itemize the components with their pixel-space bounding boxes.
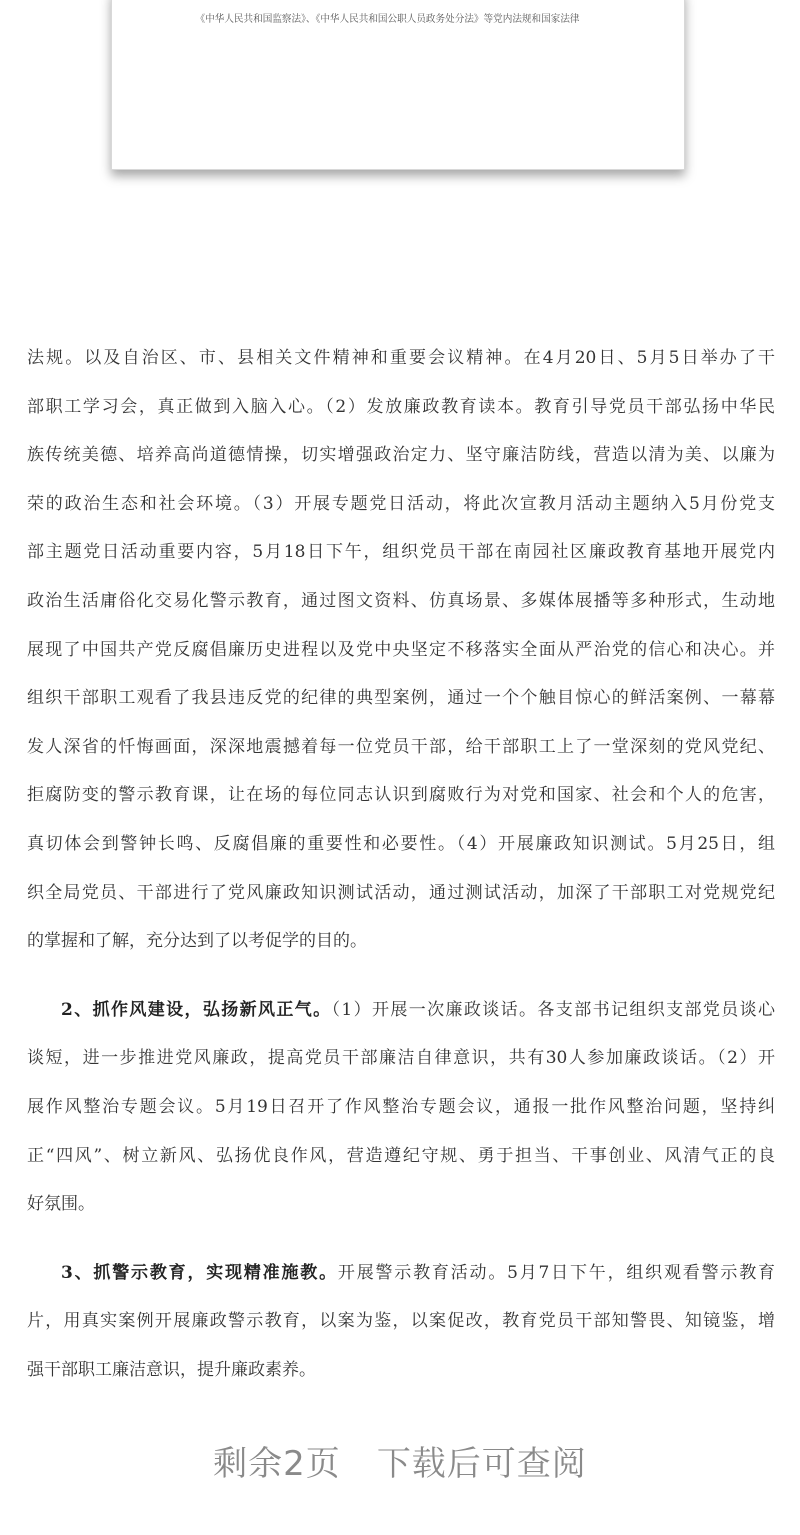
- text-line: 强干部职工廉洁意识，提升廉政素养。: [27, 1359, 316, 1380]
- text-span: 开展警示教育活动。5月7日下午，组织观看警示教育: [337, 1262, 776, 1283]
- text-line: 部职工学习会，真正做到入脑入心。（2）发放廉政教育读本。教育引导党员干部弘扬中华民: [27, 396, 775, 417]
- text-line: 发人深省的忏悔画面，深深地震撼着每一位党员干部，给干部职工上了一堂深刻的党风党纪、: [27, 736, 775, 757]
- text-line: 展现了中国共产党反腐倡廉历史进程以及党中央坚定不移落实全面从严治党的信心和决心。并: [27, 639, 775, 660]
- paragraph-1: [27, 334, 775, 966]
- remaining-pages-text: 剩余2页: [213, 1444, 341, 1484]
- text-line: 拒腐防变的警示教育课，让在场的每位同志认识到腐败行为对党和国家、社会和个人的危害，: [27, 785, 775, 806]
- preview-page-card: [111, 0, 685, 170]
- document-body: [27, 334, 775, 1394]
- text-line: 组织干部职工观看了我县违反党的纪律的典型案例，通过一个个触目惊心的鲜活案例、一幕幕: [27, 688, 775, 709]
- text-line: 正“四风”、树立新风、弘扬优良作风，营造遵纪守规、勇于担当、干事创业、风清气正的良: [27, 1145, 775, 1166]
- text-line: 片，用真实案例开展廉政警示教育，以案为鉴，以案促改，教育党员干部知警畏、知镜鉴，增: [27, 1311, 775, 1332]
- text-span: （1）开展一次廉政谈话。各支部书记组织支部党员谈心: [331, 999, 775, 1020]
- text-line: 谈短，进一步推进党风廉政，提高党员干部廉洁自律意识，共有30人参加廉政谈话。（2）开: [27, 1048, 775, 1069]
- text-line: 的掌握和了解，充分达到了以考促学的目的。: [27, 931, 367, 952]
- download-prompt[interactable]: [0, 1436, 800, 1485]
- text-line: 法规。以及自治区、市、县相关文件精神和重要会议精神。在4月20日、5月5日举办了干: [27, 348, 775, 368]
- text-line: 部主题党日活动重要内容，5月18日下午，组织党员干部在南园社区廉政教育基地开展党内: [27, 542, 775, 563]
- text-line: 政治生活庸俗化交易化警示教育，通过图文资料、仿真场景、多媒体展播等多种形式，生动地: [27, 590, 775, 611]
- text-line: 展作风整治专题会议。5月19日召开了作风整治专题会议，通报一批作风整治问题，坚持纠: [27, 1096, 775, 1117]
- text-line: 真切体会到警钟长鸣、反腐倡廉的重要性和必要性。（4）开展廉政知识测试。5月25日，组: [27, 833, 775, 854]
- text-line: 荣的政治生态和社会环境。（3）开展专题党日活动，将此次宣教月活动主题纳入5月份党支: [27, 493, 775, 514]
- paragraph-3: [27, 1249, 775, 1395]
- section-heading: 3、抓警示教育，实现精准施教。: [61, 1262, 338, 1283]
- text-line: [27, 986, 775, 1035]
- text-line: 族传统美德、培养高尚道德情操，切实增强政治定力、坚守廉洁防线，营造以清为美、以廉为: [27, 445, 775, 466]
- paragraph-2: [27, 986, 775, 1229]
- text-line: [27, 1249, 775, 1298]
- preview-text-line: 《中华人民共和国监察法》、《中华人民共和国公职人员政务处分法》等党内法规和国家法律: [195, 14, 580, 25]
- text-line: 织全局党员、干部进行了党风廉政知识测试活动，通过测试活动，加深了干部职工对党规党纪: [27, 882, 775, 903]
- section-heading: 2、抓作风建设，弘扬新风正气。: [61, 999, 332, 1020]
- download-to-view-text: 下载后可查阅: [376, 1444, 587, 1484]
- text-line: 好氛围。: [27, 1194, 95, 1215]
